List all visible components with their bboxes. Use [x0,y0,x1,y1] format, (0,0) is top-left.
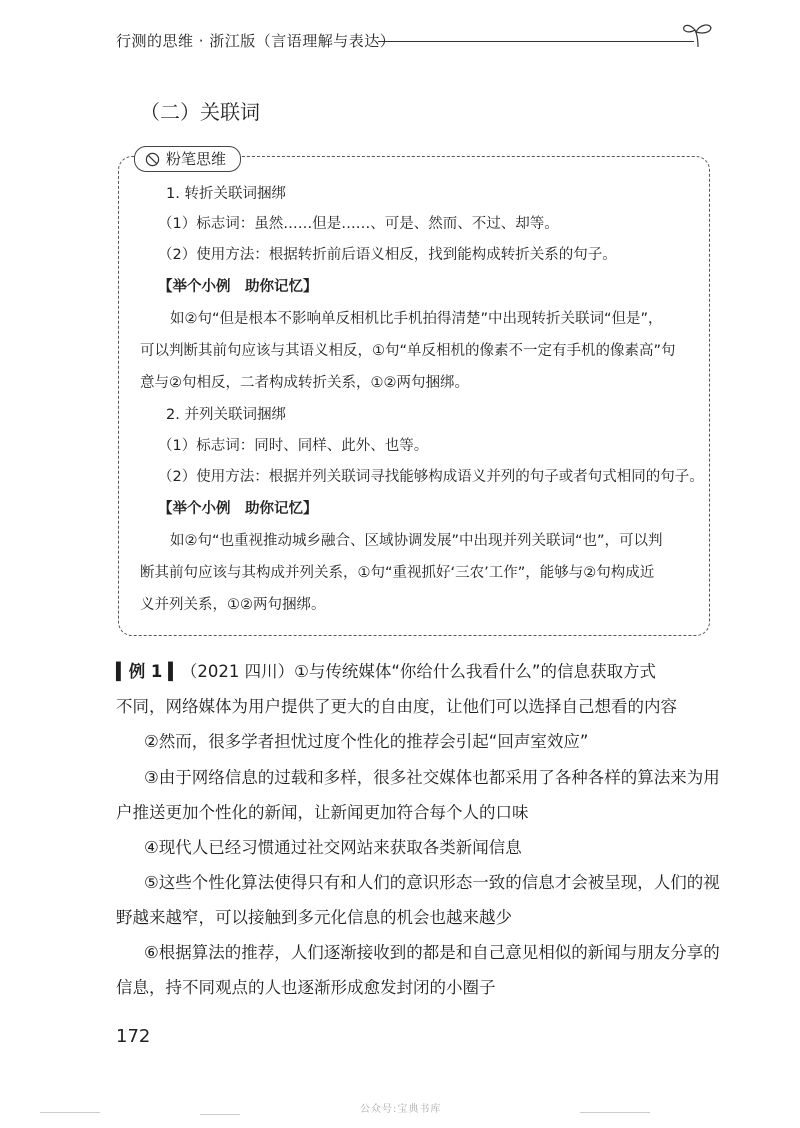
box-subheading: 【举个小例 助你记忆】 [158,279,318,295]
box-line: （2）使用方法：根据转折前后语义相反，找到能构成转折关系的句子。 [158,247,617,263]
box-line: 1. 转折关联词捆绑 [166,186,286,202]
box-line: 可以判断其前句应该与其语义相反，①句“单反相机的像素不一定有手机的像素高”句 [140,343,676,359]
tip-badge [134,146,241,172]
running-header: 行测的思维 · 浙江版（言语理解与表达） [116,32,396,50]
box-line: 如②句“但是根本不影响单反相机比手机拍得清楚”中出现转折关联词“但是”， [170,311,663,327]
example-line: 户推送更加个性化的新闻，让新闻更加符合每个人的口味 [116,803,529,822]
page-number: 172 [116,1026,151,1047]
box-line: 2. 并列关联词捆绑 [166,407,286,423]
box-line: （2）使用方法：根据并列关联词寻找能够构成语义并列的句子或者句式相同的句子。 [158,469,704,485]
box-line: （1）标志词：虽然……但是……、可是、然而、不过、却等。 [158,216,559,232]
example-line: ⑥根据算法的推荐，人们逐渐接收到的都是和自己意见相似的新闻与朋友分享的 [144,943,720,962]
box-subheading: 【举个小例 助你记忆】 [158,501,318,517]
footer-watermark: 公众号:宝典书库 [360,1104,442,1115]
example-line: ④现代人已经习惯通过社交网站来获取各类新闻信息 [144,838,522,857]
box-line: 义并列关系，①②两句捆绑。 [140,597,326,613]
example-line: 信息，持不同观点的人也逐渐形成愈发封闭的小圈子 [116,978,496,997]
slash-circle-icon [145,152,160,167]
box-line: 意与②句相反，二者构成转折关系，①②两句捆绑。 [140,375,469,391]
section-title: （二）关联词 [140,100,260,124]
example-line: ⑤这些个性化算法使得只有和人们的意识形态一致的信息才会被呈现，人们的视 [144,873,720,892]
example-label: ▍例 1 ▍ [116,662,181,681]
box-line: 如②句“也重视推动城乡融合、区域协调发展”中出现并列关联词“也”，可以判 [170,533,663,549]
example-line: 不同，网络媒体为用户提供了更大的自由度，让他们可以选择自己想看的内容 [116,697,677,716]
box-line: 断其前句应该与其构成并列关系，①句“重视抓好‘三农’工作”，能够与②句构成近 [140,565,655,581]
example-line: ②然而，很多学者担忧过度个性化的推荐会引起“回声室效应” [144,732,589,751]
badge-label: 粉笔思维 [166,150,227,168]
header-rule [378,41,694,42]
box-line: （1）标志词：同时、同样、此外、也等。 [158,438,429,454]
example-line: 野越来越窄，可以接触到多元化信息的机会也越来越少 [116,908,512,927]
example-line: ③由于网络信息的过载和多样，很多社交媒体也都采用了各种各样的算法来为用 [144,768,720,787]
scan-speck [40,1112,100,1113]
sprout-icon [680,20,716,48]
scan-speck [200,1114,240,1115]
example-first-line [116,658,656,682]
scan-speck [580,1112,650,1113]
example-line: （2021 四川）①与传统媒体“你给什么我看什么”的信息获取方式 [180,662,656,681]
